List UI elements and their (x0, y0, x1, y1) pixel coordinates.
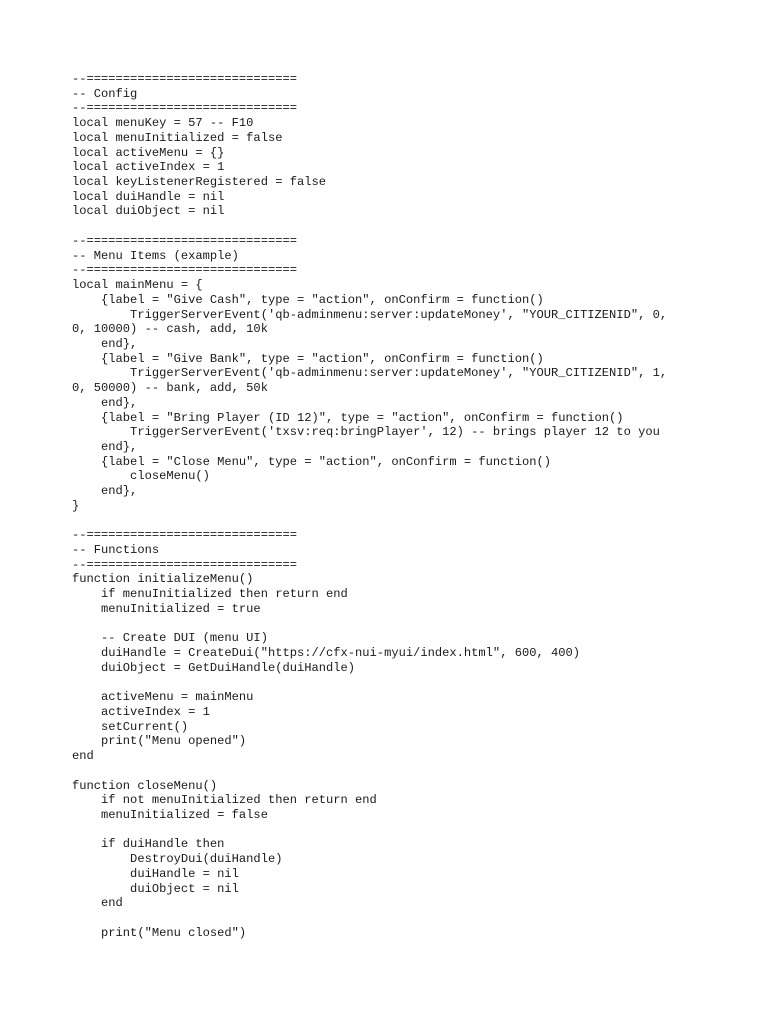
code-line: -- Config (72, 86, 138, 101)
code-line (72, 219, 712, 234)
code-line (72, 617, 712, 632)
code-line: end (72, 896, 123, 911)
code-line: end}, (72, 395, 138, 410)
code-line (72, 514, 712, 529)
code-line (72, 911, 712, 926)
code-line: end (72, 749, 94, 764)
code-line: local duiHandle = nil (72, 189, 225, 204)
code-line (72, 675, 712, 690)
code-line: TriggerServerEvent('qb-adminmenu:server:updateMoney', "YOUR_CITIZENID", 1, (72, 366, 668, 381)
code-line: duiObject = GetDuiHandle(duiHandle) (72, 660, 356, 675)
code-line: DestroyDui(duiHandle) (72, 852, 283, 867)
code-line: local activeIndex = 1 (72, 160, 225, 175)
code-listing (72, 72, 712, 940)
code-line: local mainMenu = { (72, 278, 203, 293)
code-line: function initializeMenu() (72, 572, 254, 587)
code-line: {label = "Bring Player (ID 12)", type = "action", onConfirm = function() (72, 410, 624, 425)
code-line: TriggerServerEvent('qb-adminmenu:server:updateMoney', "YOUR_CITIZENID", 0, (72, 307, 668, 322)
code-line: if duiHandle then (72, 837, 225, 852)
code-line: setCurrent() (72, 719, 189, 734)
code-line: activeIndex = 1 (72, 704, 210, 719)
code-line: print("Menu opened") (72, 734, 247, 749)
code-line: --============================= (72, 72, 297, 86)
code-line: end}, (72, 439, 138, 454)
code-line: {label = "Give Cash", type = "action", onConfirm = function() (72, 292, 544, 307)
code-line: --============================= (72, 101, 297, 116)
code-line: duiObject = nil (72, 881, 239, 896)
code-line: {label = "Give Bank", type = "action", onConfirm = function() (72, 351, 544, 366)
code-line: -- Menu Items (example) (72, 248, 239, 263)
code-line: local activeMenu = {} (72, 145, 225, 160)
code-line: menuInitialized = true (72, 601, 261, 616)
code-line: TriggerServerEvent('txsv:req:bringPlayer', 12) -- brings player 12 to you (72, 425, 660, 440)
code-line: end}, (72, 336, 138, 351)
code-line: end}, (72, 484, 138, 499)
code-line (72, 823, 712, 838)
code-line: duiHandle = CreateDui("https://cfx-nui-myui/index.html", 600, 400) (72, 646, 581, 661)
code-line: local menuKey = 57 -- F10 (72, 116, 254, 131)
code-line: local keyListenerRegistered = false (72, 175, 327, 190)
code-line: -- Create DUI (menu UI) (72, 631, 268, 646)
code-line: 0, 10000) -- cash, add, 10k (72, 322, 268, 337)
code-line: closeMenu() (72, 469, 210, 484)
code-line: --============================= (72, 233, 297, 248)
code-line: function closeMenu() (72, 778, 218, 793)
code-line: menuInitialized = false (72, 807, 268, 822)
code-line (72, 764, 712, 779)
code-line: if menuInitialized then return end (72, 587, 348, 602)
code-line: print("Menu closed") (72, 925, 247, 940)
code-line: {label = "Close Menu", type = "action", onConfirm = function() (72, 454, 551, 469)
code-line: activeMenu = mainMenu (72, 690, 254, 705)
code-line: 0, 50000) -- bank, add, 50k (72, 381, 268, 396)
code-line: local menuInitialized = false (72, 130, 283, 145)
code-line: -- Functions (72, 543, 160, 557)
code-line: --============================= (72, 557, 297, 572)
code-line: if not menuInitialized then return end (72, 793, 377, 808)
code-line: --============================= (72, 263, 297, 278)
code-line: --============================= (72, 528, 297, 543)
code-line: local duiObject = nil (72, 204, 225, 219)
code-line: } (72, 498, 80, 513)
code-line: duiHandle = nil (72, 866, 239, 881)
